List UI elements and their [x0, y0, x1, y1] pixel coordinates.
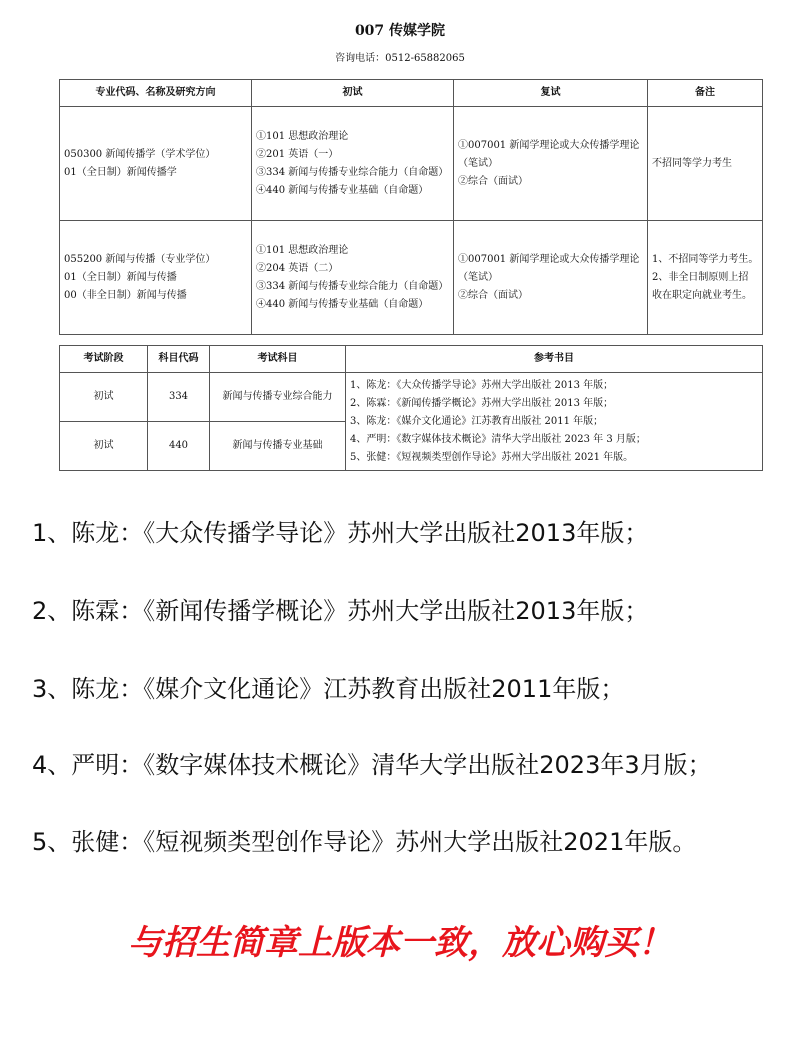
initial-line: ④440 新闻与传播专业基础（自命题） [256, 298, 429, 310]
header-notes: 备注 [648, 80, 763, 107]
initial-cell [252, 221, 454, 335]
book-list-item: 5、张健：《短视频类型创作导论》苏州大学出版社2021年版。 [32, 828, 697, 856]
contact-phone: 咨询电话：0512-65882065 [335, 53, 465, 64]
table-row [60, 221, 763, 335]
notes-line: 收在职定向就业考生。 [652, 289, 752, 301]
subject-cell: 新闻与传播专业基础 [210, 422, 346, 471]
header-major: 专业代码、名称及研究方向 [60, 80, 252, 107]
notes-line: 不招同等学力考生 [652, 157, 732, 169]
page-title: 007 传媒学院 [354, 23, 446, 39]
retest-line: ②综合（面试） [458, 289, 528, 301]
book-list-item: 4、严明：《数字媒体技术概论》清华大学出版社2023年3月版； [32, 751, 712, 779]
stage-cell: 初试 [60, 373, 148, 422]
major-line: 050300 新闻传播学（学术学位） [64, 148, 216, 160]
table-row [60, 373, 763, 422]
reference-table-header [60, 346, 763, 373]
initial-line: ①101 思想政治理论 [256, 130, 349, 142]
table-row [60, 107, 763, 221]
retest-line: （笔试） [458, 271, 498, 283]
book-entry: 4、严明：《数字媒体技术概论》清华大学出版社 2023 年 3 月版； [350, 433, 646, 445]
retest-cell [454, 221, 648, 335]
major-line: 01（全日制）新闻传播学 [64, 166, 177, 178]
book-entry: 3、陈龙：《媒介文化通论》江苏教育出版社 2011 年版； [350, 415, 604, 427]
retest-line: （笔试） [458, 157, 498, 169]
book-entry: 1、陈龙：《大众传播学导论》苏州大学出版社 2013 年版； [350, 379, 614, 391]
book-list-item: 1、陈龙：《大众传播学导论》苏州大学出版社2013年版； [32, 519, 649, 547]
major-line: 00（非全日制）新闻与传播 [64, 289, 187, 301]
code-cell: 440 [148, 422, 210, 471]
header-subject: 考试科目 [210, 346, 346, 373]
major-line: 055200 新闻与传播（专业学位） [64, 253, 216, 265]
notes-line: 1、不招同等学力考生。 [652, 253, 759, 265]
major-line: 01（全日制）新闻与传播 [64, 271, 177, 283]
retest-line: ②综合（面试） [458, 175, 528, 187]
initial-line: ③334 新闻与传播专业综合能力（自命题） [256, 280, 449, 292]
initial-line: ②204 英语（二） [256, 262, 339, 274]
admission-table-header [60, 80, 763, 107]
header-code: 科目代码 [148, 346, 210, 373]
retest-line: ①007001 新闻学理论或大众传播学理论 [458, 253, 640, 265]
book-entry: 5、张健：《短视频类型创作导论》苏州大学出版社 2021 年版。 [350, 451, 634, 463]
reference-table [59, 345, 763, 471]
stage-cell: 初试 [60, 422, 148, 471]
books-cell [346, 373, 763, 471]
retest-cell [454, 107, 648, 221]
initial-line: ①101 思想政治理论 [256, 244, 349, 256]
admission-table [59, 79, 763, 335]
initial-cell [252, 107, 454, 221]
promo-slogan: 与招生简章上版本一致，放心购买！ [128, 923, 672, 963]
header-retest: 复试 [454, 80, 648, 107]
subject-cell: 新闻与传播专业综合能力 [210, 373, 346, 422]
major-cell [60, 107, 252, 221]
code-cell: 334 [148, 373, 210, 422]
initial-line: ②201 英语（一） [256, 148, 339, 160]
initial-line: ③334 新闻与传播专业综合能力（自命题） [256, 166, 449, 178]
notes-cell [648, 107, 763, 221]
book-entry: 2、陈霖：《新闻传播学概论》苏州大学出版社 2013 年版； [350, 397, 614, 409]
book-list-item: 3、陈龙：《媒介文化通论》江苏教育出版社2011年版； [32, 675, 625, 703]
notes-cell [648, 221, 763, 335]
header-stage: 考试阶段 [60, 346, 148, 373]
major-cell [60, 221, 252, 335]
book-list-item: 2、陈霖：《新闻传播学概论》苏州大学出版社2013年版； [32, 597, 649, 625]
retest-line: ①007001 新闻学理论或大众传播学理论 [458, 139, 640, 151]
initial-line: ④440 新闻与传播专业基础（自命题） [256, 184, 429, 196]
notes-line: 2、非全日制原则上招 [652, 271, 749, 283]
header-initial: 初试 [252, 80, 454, 107]
header-books: 参考书目 [346, 346, 763, 373]
